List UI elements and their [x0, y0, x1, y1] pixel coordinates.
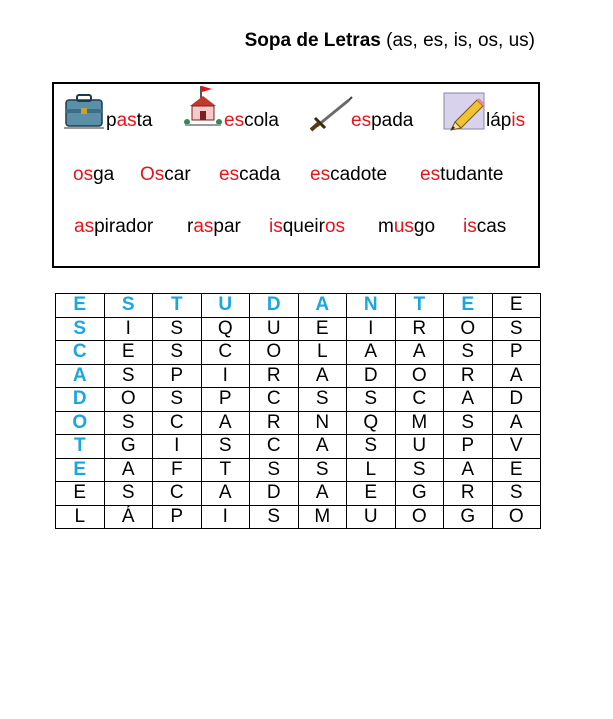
grid-cell: P	[153, 364, 202, 388]
word-estudante: estudante	[420, 164, 504, 185]
grid-cell: R	[395, 317, 444, 341]
grid-cell: S	[492, 317, 541, 341]
grid-cell: R	[250, 411, 299, 435]
grid-cell: R	[444, 482, 493, 506]
grid-cell: A	[444, 388, 493, 412]
grid-cell: N	[347, 294, 396, 318]
grid-cell: Q	[201, 317, 250, 341]
grid-cell: P	[492, 341, 541, 365]
grid-cell: I	[153, 435, 202, 459]
grid-cell: A	[298, 435, 347, 459]
grid-cell: A	[201, 482, 250, 506]
grid-row	[56, 435, 541, 459]
grid-cell: S	[395, 458, 444, 482]
word-row-3	[54, 216, 538, 246]
grid-cell: S	[250, 458, 299, 482]
word-row-2	[54, 164, 538, 194]
grid-cell: C	[153, 411, 202, 435]
grid-cell: I	[104, 317, 153, 341]
grid-cell: G	[104, 435, 153, 459]
grid-cell: S	[153, 388, 202, 412]
grid-cell: D	[250, 482, 299, 506]
grid-cell: I	[347, 317, 396, 341]
grid-cell: A	[492, 411, 541, 435]
grid-cell: S	[298, 458, 347, 482]
grid-cell: O	[395, 505, 444, 529]
grid-cell: A	[444, 458, 493, 482]
title-rest: (as, es, is, os, us)	[380, 30, 535, 51]
grid-cell: S	[56, 317, 105, 341]
word-osga: osga	[73, 164, 115, 185]
grid-cell: A	[395, 341, 444, 365]
word-escola: escola	[224, 110, 279, 131]
grid-cell: S	[104, 482, 153, 506]
grid-cell: T	[395, 294, 444, 318]
grid-cell: E	[56, 482, 105, 506]
grid-cell: C	[201, 341, 250, 365]
grid-cell: A	[298, 364, 347, 388]
grid-cell: P	[201, 388, 250, 412]
grid-cell: L	[347, 458, 396, 482]
grid-cell: S	[153, 341, 202, 365]
grid-cell: C	[153, 482, 202, 506]
grid-row	[56, 411, 541, 435]
grid-cell: P	[153, 505, 202, 529]
grid-cell: P	[444, 435, 493, 459]
word-iscas: iscas	[463, 216, 507, 237]
grid-cell: Q	[347, 411, 396, 435]
grid-cell: S	[347, 435, 396, 459]
grid-cell: C	[250, 388, 299, 412]
grid-cell: A	[56, 364, 105, 388]
grid-row	[56, 341, 541, 365]
grid-cell: S	[444, 411, 493, 435]
grid-cell: A	[298, 482, 347, 506]
grid-cell: S	[104, 411, 153, 435]
grid-cell: O	[104, 388, 153, 412]
grid-cell: O	[395, 364, 444, 388]
grid-row	[56, 364, 541, 388]
grid-cell: S	[347, 388, 396, 412]
grid-cell: A	[104, 458, 153, 482]
grid-cell: E	[56, 458, 105, 482]
grid-cell: E	[492, 294, 541, 318]
letter-grid	[55, 293, 541, 529]
grid-cell: M	[395, 411, 444, 435]
grid-cell: C	[250, 435, 299, 459]
word-aspirador: aspirador	[74, 216, 154, 237]
grid-cell: S	[104, 364, 153, 388]
grid-cell: T	[201, 458, 250, 482]
grid-cell: S	[201, 435, 250, 459]
word-list-box	[52, 82, 540, 268]
grid-cell: U	[250, 317, 299, 341]
grid-row	[56, 294, 541, 318]
word-espada: espada	[351, 110, 414, 131]
grid-cell: L	[298, 341, 347, 365]
grid-cell: S	[444, 341, 493, 365]
grid-cell: O	[444, 317, 493, 341]
grid-row	[56, 505, 541, 529]
grid-cell: E	[492, 458, 541, 482]
grid-cell: I	[201, 364, 250, 388]
grid-cell: E	[104, 341, 153, 365]
word-musgo: musgo	[378, 216, 436, 237]
grid-cell: N	[298, 411, 347, 435]
grid-cell: S	[250, 505, 299, 529]
grid-cell: G	[395, 482, 444, 506]
grid-cell: O	[56, 411, 105, 435]
grid-cell: D	[492, 388, 541, 412]
grid-cell: T	[153, 294, 202, 318]
grid-cell: D	[347, 364, 396, 388]
grid-row	[56, 458, 541, 482]
title-bold: Sopa de Letras	[244, 30, 381, 51]
grid-cell: D	[56, 388, 105, 412]
grid-cell: U	[395, 435, 444, 459]
grid-cell: S	[153, 317, 202, 341]
grid-cell: E	[444, 294, 493, 318]
page-title	[245, 30, 535, 52]
grid-cell: A	[298, 294, 347, 318]
word-lapis: lápis	[486, 110, 526, 131]
grid-row	[56, 482, 541, 506]
grid-cell: R	[250, 364, 299, 388]
grid-cell: C	[395, 388, 444, 412]
grid-row	[56, 388, 541, 412]
grid-cell: O	[492, 505, 541, 529]
word-isqueiros: isqueiros	[269, 216, 346, 237]
grid-cell: E	[298, 317, 347, 341]
word-oscar: Oscar	[140, 164, 191, 185]
grid-cell: V	[492, 435, 541, 459]
grid-cell: U	[347, 505, 396, 529]
grid-cell: I	[201, 505, 250, 529]
word-pasta: pasta	[106, 110, 153, 131]
word-row-1	[54, 110, 538, 140]
grid-cell: E	[347, 482, 396, 506]
grid-cell: E	[56, 294, 105, 318]
grid-row	[56, 317, 541, 341]
grid-cell: S	[298, 388, 347, 412]
grid-cell: S	[104, 294, 153, 318]
grid-cell: L	[56, 505, 105, 529]
grid-cell: A	[347, 341, 396, 365]
word-escada: escada	[219, 164, 281, 185]
grid-cell: A	[201, 411, 250, 435]
grid-cell: C	[56, 341, 105, 365]
grid-cell: G	[444, 505, 493, 529]
grid-cell: F	[153, 458, 202, 482]
grid-cell: O	[250, 341, 299, 365]
grid-cell: T	[56, 435, 105, 459]
word-raspar: raspar	[187, 216, 241, 237]
grid-cell: A	[492, 364, 541, 388]
grid-cell: D	[250, 294, 299, 318]
grid-cell: R	[444, 364, 493, 388]
grid-cell: M	[298, 505, 347, 529]
grid-cell: Á	[104, 505, 153, 529]
grid-cell: S	[492, 482, 541, 506]
word-escadote: escadote	[310, 164, 388, 185]
grid-cell: U	[201, 294, 250, 318]
